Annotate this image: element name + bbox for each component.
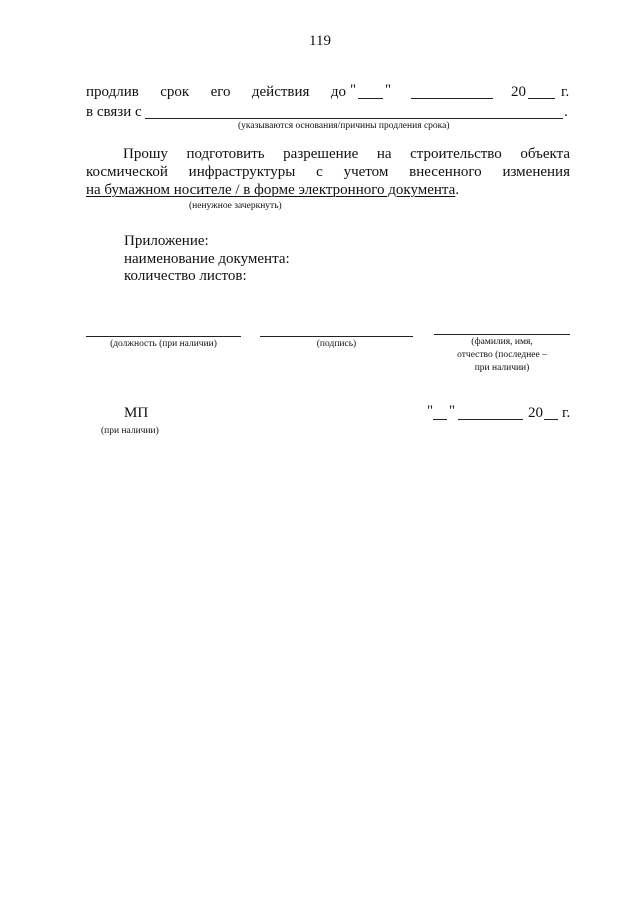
word: космической — [86, 164, 168, 180]
name-hint-3: при наличии) — [474, 363, 530, 373]
word: учетом — [343, 164, 389, 180]
format-options[interactable]: на бумажном носителе / в форме электронного документа — [86, 182, 456, 198]
request-line-3 — [86, 182, 459, 199]
word: действия — [251, 84, 310, 100]
request-line-2 — [86, 164, 570, 181]
reason-end: . — [564, 104, 568, 120]
word: объекта — [520, 146, 570, 162]
month-blank-line[interactable] — [411, 98, 493, 99]
word: подготовить — [186, 146, 265, 162]
word: на — [376, 146, 392, 162]
word: строительство — [410, 146, 502, 162]
request-line-1 — [123, 146, 570, 163]
date-year-suffix: г. — [562, 405, 571, 421]
word: изменения — [502, 164, 570, 180]
name-hint-1: (фамилия, имя, — [471, 337, 533, 347]
year-suffix: г. — [561, 84, 570, 100]
strike-hint: (ненужное зачеркнуть) — [189, 201, 282, 211]
word: до — [330, 84, 346, 100]
name-blank-line[interactable] — [434, 334, 570, 335]
year-prefix: 20 — [511, 84, 526, 100]
stamp-hint: (при наличии) — [101, 426, 159, 436]
extension-words — [86, 84, 346, 101]
date-year-line[interactable] — [544, 419, 558, 420]
year-blank-line[interactable] — [528, 98, 555, 99]
word: с — [316, 164, 323, 180]
reason-blank-line[interactable] — [145, 118, 563, 119]
day-quote-open: " — [350, 82, 357, 98]
reason-hint: (указываются основания/причины продления срока) — [238, 121, 450, 131]
signature-hint: (подпись) — [316, 339, 357, 349]
word: инфраструктуры — [188, 164, 296, 180]
attachment-doc-name: наименование документа: — [124, 251, 290, 267]
signature-blank-line[interactable] — [260, 336, 413, 337]
word: внесенного — [409, 164, 482, 180]
word: Прошу — [123, 146, 168, 162]
name-hint-2: отчество (последнее – — [457, 350, 547, 360]
attachment-sheet-count: количество листов: — [124, 268, 247, 284]
page-number: 119 — [309, 33, 331, 49]
position-hint: (должность (при наличии) — [110, 339, 217, 349]
date-day-line[interactable] — [433, 419, 447, 420]
date-month-line[interactable] — [458, 419, 523, 420]
stamp-mp: МП — [124, 405, 149, 421]
word: разрешение — [283, 146, 359, 162]
word: его — [210, 84, 231, 100]
day-blank-line[interactable] — [358, 98, 383, 99]
date-year-prefix: 20 — [528, 405, 543, 421]
date-quote-open: " — [427, 403, 434, 419]
word: срок — [160, 84, 190, 100]
word: продлив — [86, 84, 139, 100]
attachment-title: Приложение: — [124, 233, 209, 249]
day-quote-close: " — [385, 82, 392, 98]
position-blank-line[interactable] — [86, 336, 241, 337]
date-quote-close: " — [449, 403, 456, 419]
request-end: . — [455, 182, 460, 198]
reason-label: в связи с — [86, 104, 142, 120]
